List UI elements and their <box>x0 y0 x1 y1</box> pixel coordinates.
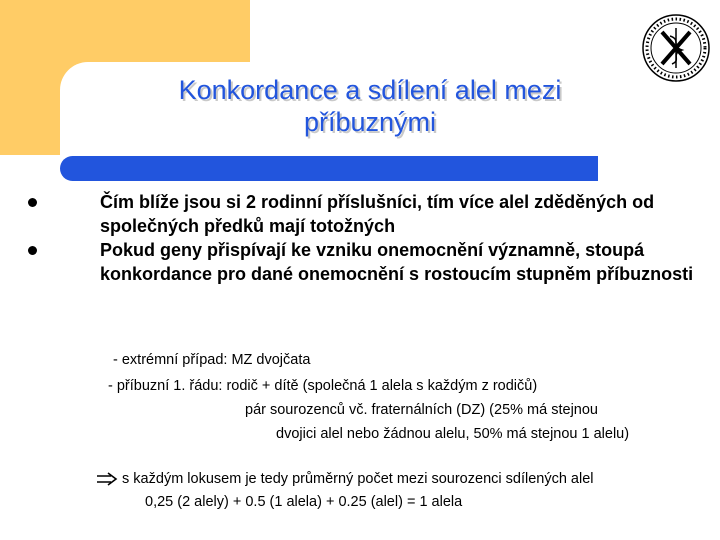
slide-title-line1: Konkordance a sdílení alel mezi <box>178 75 562 105</box>
conclusion-text: s každým lokusem je tedy průměrný počet mezi sourozenci sdílených alel <box>122 471 594 487</box>
note-line: pár sourozenců vč. fraternálních (DZ) (25% má stejnou <box>245 402 598 418</box>
slide-title <box>90 74 650 138</box>
conclusion-line <box>96 470 594 488</box>
decorative-blue-bar <box>60 156 598 181</box>
note-line: - extrémní případ: MZ dvojčata <box>113 352 311 368</box>
conclusion-formula: 0,25 (2 alely) + 0.5 (1 alela) + 0.25 (alel) = 1 alela <box>145 494 463 510</box>
bullet-item <box>28 238 713 286</box>
note-line: dvojici alel nebo žádnou alelu, 50% má stejnou 1 alelu) <box>276 426 630 442</box>
slide-title-line2: příbuznými <box>303 107 437 137</box>
note-line: - příbuzní 1. řádu: rodič + dítě (společná 1 alela s každým z rodičů) <box>108 378 538 394</box>
bullet-dot-icon <box>28 246 37 255</box>
university-seal-icon <box>640 12 712 84</box>
bullet-item <box>28 190 713 238</box>
bullet-text: Pokud geny přispívají ke vzniku onemocnění významně, stoupá konkordance pro dané onemocnění s rostoucím stupněm příbuznosti <box>100 240 694 284</box>
double-arrow-right-icon <box>96 472 118 486</box>
bullet-list <box>28 190 713 286</box>
bullet-dot-icon <box>28 198 37 207</box>
bullet-text: Čím blíže jsou si 2 rodinní příslušníci, tím více alel zděděných od společných předků mají totožných <box>100 192 655 236</box>
